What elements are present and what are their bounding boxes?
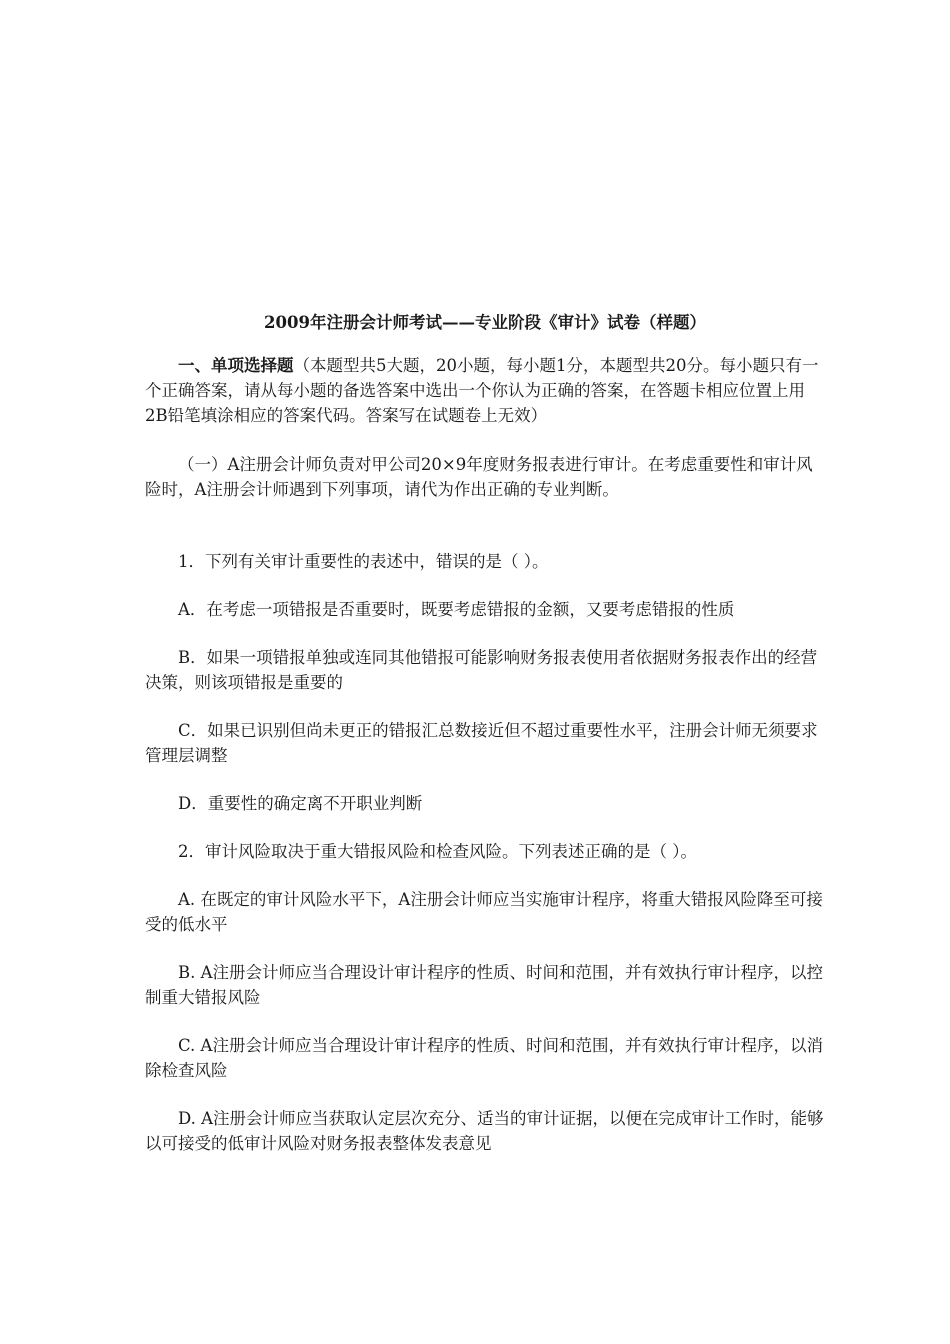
- document-title: 2009年注册会计师考试——专业阶段《审计》试卷（样题）: [264, 313, 706, 332]
- question-2-option-b: B. A注册会计师应当合理设计审计程序的性质、时间和范围，并有效执行审计程序，以控制重大错报风险: [145, 963, 824, 1007]
- question-1-option-d: D．重要性的确定离不开职业判断: [178, 794, 423, 813]
- question-2-stem: 2．审计风险取决于重大错报风险和检查风险。下列表述正确的是（ ）。: [178, 842, 697, 861]
- question-2-option-c: C. A注册会计师应当合理设计审计程序的性质、时间和范围，并有效执行审计程序，以消除检查风险: [145, 1036, 823, 1080]
- section-heading: 一、单项选择题: [178, 356, 294, 375]
- case-description: （一）A注册会计师负责对甲公司20×9年度财务报表进行审计。在考虑重要性和审计风险时，A注册会计师遇到下列事项，请代为作出正确的专业判断。: [145, 455, 813, 499]
- question-1-option-b: B．如果一项错报单独或连同其他错报可能影响财务报表使用者依据财务报表作出的经营决策，则该项错报是重要的: [145, 648, 818, 692]
- question-1-option-c: C．如果已识别但尚未更正的错报汇总数接近但不超过重要性水平，注册会计师无须要求管理层调整: [145, 721, 818, 765]
- question-1-stem: 1．下列有关审计重要性的表述中，错误的是（ ）。: [178, 552, 549, 571]
- question-2-option-d: D. A注册会计师应当获取认定层次充分、适当的审计证据，以便在完成审计工作时，能够以可接受的低审计风险对财务报表整体发表意见: [145, 1109, 824, 1153]
- section-instructions: （本题型共5大题，20小题，每小题1分，本题型共20分。每小题只有一个正确答案，请从每小题的备选答案中选出一个你认为正确的答案，在答题卡相应位置上用2B铅笔填涂相应的答案代码。答案写在试题卷上无效）: [145, 356, 819, 425]
- section-intro: [145, 353, 825, 428]
- document-body: [145, 310, 825, 1179]
- question-1-option-a: A．在考虑一项错报是否重要时，既要考虑错报的金额，又要考虑错报的性质: [178, 600, 735, 619]
- question-2-option-a: A. 在既定的审计风险水平下，A注册会计师应当实施审计程序，将重大错报风险降至可接受的低水平: [145, 890, 823, 934]
